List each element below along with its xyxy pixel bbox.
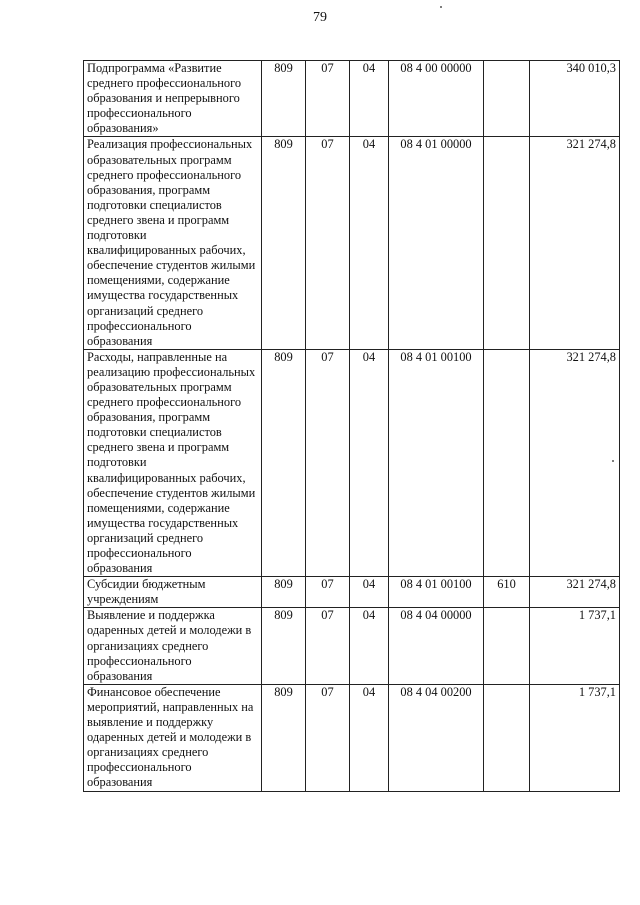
table-row bbox=[84, 608, 620, 684]
target-article-cell: 08 4 04 00000 bbox=[389, 608, 484, 684]
budget-table bbox=[83, 60, 620, 792]
grbs-cell: 809 bbox=[262, 608, 306, 684]
expense-type-cell bbox=[484, 608, 530, 684]
row-name-cell: Финансовое обеспечение мероприятий, направленных на выявление и поддержку одаренных детей и молодежи в организациях среднего профессионального образования bbox=[84, 684, 262, 791]
page-number: 79 bbox=[313, 10, 327, 25]
expense-type-cell bbox=[484, 61, 530, 137]
amount-cell: 321 274,8 bbox=[530, 349, 620, 576]
expense-type-cell: 610 bbox=[484, 577, 530, 608]
section-cell: 07 bbox=[306, 608, 350, 684]
section-cell: 07 bbox=[306, 577, 350, 608]
target-article-cell: 08 4 04 00200 bbox=[389, 684, 484, 791]
target-article-cell: 08 4 01 00000 bbox=[389, 137, 484, 349]
grbs-cell: 809 bbox=[262, 61, 306, 137]
subsection-cell: 04 bbox=[350, 61, 389, 137]
table-row bbox=[84, 577, 620, 608]
subsection-cell: 04 bbox=[350, 608, 389, 684]
table-row bbox=[84, 137, 620, 349]
table-row bbox=[84, 349, 620, 576]
section-cell: 07 bbox=[306, 61, 350, 137]
expense-type-cell bbox=[484, 137, 530, 349]
subsection-cell: 04 bbox=[350, 137, 389, 349]
scan-speck bbox=[612, 460, 614, 462]
row-name-cell: Расходы, направленные на реализацию профессиональных образовательных программ среднего профессионального образования, программ подготовки специалистов среднего звена и программ подготовки квалифицированных рабочих, обеспечение студентов жилыми помещениями, содержание имущества государственных организаций среднего профессионального образования bbox=[84, 349, 262, 576]
row-name-cell: Выявление и поддержка одаренных детей и молодежи в организациях среднего профессионального образования bbox=[84, 608, 262, 684]
subsection-cell: 04 bbox=[350, 577, 389, 608]
row-name-cell: Подпрограмма «Развитие среднего профессионального образования и непрерывного профессионального образования» bbox=[84, 61, 262, 137]
amount-cell: 340 010,3 bbox=[530, 61, 620, 137]
target-article-cell: 08 4 01 00100 bbox=[389, 349, 484, 576]
section-cell: 07 bbox=[306, 137, 350, 349]
row-name-cell: Субсидии бюджетным учреждениям bbox=[84, 577, 262, 608]
amount-cell: 321 274,8 bbox=[530, 137, 620, 349]
section-cell: 07 bbox=[306, 684, 350, 791]
amount-cell: 1 737,1 bbox=[530, 684, 620, 791]
table-row bbox=[84, 684, 620, 791]
row-name-cell: Реализация профессиональных образовательных программ среднего профессионального образования, программ подготовки специалистов среднего звена и программ подготовки квалифицированных рабочих, обеспечение студентов жилыми помещениями, содержание имущества государственных организаций среднего профессионального образования bbox=[84, 137, 262, 349]
amount-cell: 321 274,8 bbox=[530, 577, 620, 608]
section-cell: 07 bbox=[306, 349, 350, 576]
grbs-cell: 809 bbox=[262, 137, 306, 349]
expense-type-cell bbox=[484, 684, 530, 791]
grbs-cell: 809 bbox=[262, 577, 306, 608]
scan-speck bbox=[440, 6, 442, 8]
subsection-cell: 04 bbox=[350, 684, 389, 791]
target-article-cell: 08 4 00 00000 bbox=[389, 61, 484, 137]
amount-cell: 1 737,1 bbox=[530, 608, 620, 684]
expense-type-cell bbox=[484, 349, 530, 576]
subsection-cell: 04 bbox=[350, 349, 389, 576]
table-row bbox=[84, 61, 620, 137]
grbs-cell: 809 bbox=[262, 349, 306, 576]
grbs-cell: 809 bbox=[262, 684, 306, 791]
target-article-cell: 08 4 01 00100 bbox=[389, 577, 484, 608]
